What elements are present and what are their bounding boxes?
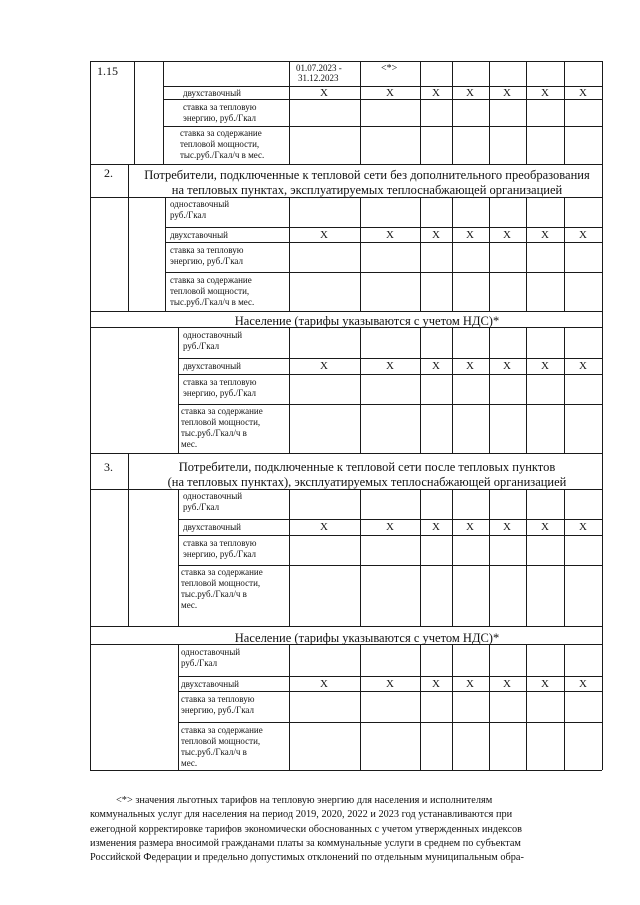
row-border [163, 99, 602, 100]
row-label: тыс.руб./Гкал/ч в [181, 589, 247, 599]
row-label: тепловой мощности, [170, 286, 250, 296]
row-label: тыс.руб./Гкал/ч в [181, 428, 247, 438]
value-cell-mark: X [579, 229, 587, 241]
row-label: руб./Гкал [170, 210, 207, 220]
row-label: одноставочный [181, 647, 241, 657]
row-label: ставка за тепловую [183, 102, 257, 112]
row-border [178, 535, 602, 536]
row-label: тепловой мощности, [180, 139, 260, 149]
row-number-2: 2. [104, 166, 113, 180]
value-cell-mark: X [386, 87, 394, 99]
row-border [90, 453, 602, 454]
value-cell-mark: X [541, 678, 549, 690]
footnote [90, 794, 602, 865]
column-border [526, 197, 527, 311]
row-label: тыс.руб./Гкал/ч в [181, 747, 247, 757]
row-label: ставка за содержание [181, 567, 263, 577]
value-cell-mark: X [579, 87, 587, 99]
column-border [452, 197, 453, 311]
row-label: энергию, руб./Гкал [183, 388, 257, 398]
population-title: Население (тарифы указываются с учетом НДС)* [234, 314, 500, 328]
column-border [564, 644, 565, 770]
value-cell-mark: X [466, 360, 474, 372]
column-border [289, 197, 290, 311]
row-label: тыс.руб./Гкал/ч в мес. [180, 150, 265, 160]
column-border [134, 61, 135, 164]
column-border [489, 61, 490, 164]
column-border [564, 197, 565, 311]
row-label: двухставочный [181, 679, 239, 689]
column-border [489, 489, 490, 626]
column-border [178, 327, 179, 453]
value-cell-mark: X [320, 678, 328, 690]
value-cell-mark: X [320, 87, 328, 99]
value-cell-mark: X [432, 229, 440, 241]
column-border [165, 197, 166, 311]
column-border [289, 327, 290, 453]
row-border [90, 770, 602, 771]
row-label: тыс.руб./Гкал/ч в мес. [170, 297, 255, 307]
column-border [564, 61, 565, 164]
column-border [360, 61, 361, 164]
row-border [178, 722, 602, 723]
section-title: (на тепловых пунктах), эксплуатируемых теплоснабжающей организацией [167, 475, 567, 489]
row-label: ставка за содержание [180, 128, 262, 138]
footnote-line: Российской Федерации и предельно допустимых отклонений по отдельным муниципальным обра- [90, 852, 524, 864]
column-border [602, 311, 603, 453]
column-border [526, 327, 527, 453]
column-border [360, 327, 361, 453]
column-border [289, 489, 290, 626]
row-label: ставка за содержание [181, 725, 263, 735]
row-label: двухставочный [183, 522, 241, 532]
column-border [452, 489, 453, 626]
row-border [178, 676, 602, 677]
column-border [90, 164, 91, 311]
value-cell-mark: X [503, 678, 511, 690]
column-border [360, 197, 361, 311]
footnote-ref: <*> [381, 63, 398, 74]
row-number-3: 3. [104, 460, 113, 474]
row-label: ставка за тепловую [183, 538, 257, 548]
row-border [90, 626, 602, 627]
row-label: ставка за тепловую [181, 694, 255, 704]
column-border [178, 644, 179, 770]
footnote-line: коммунальных услуг для населения на период 2019, 2020, 2022 и 2023 год устанавливаются при [90, 809, 513, 821]
column-border [90, 311, 91, 453]
column-border [420, 644, 421, 770]
section-title: Потребители, подключенные к тепловой сети после тепловых пунктов [178, 460, 556, 474]
row-label: тепловой мощности, [181, 417, 261, 427]
row-label: энергию, руб./Гкал [170, 256, 244, 266]
column-border [602, 626, 603, 770]
column-border [90, 453, 91, 626]
column-border [289, 644, 290, 770]
section-title: Потребители, подключенные к тепловой сети без дополнительного преобразования [144, 168, 590, 182]
value-cell-mark: X [466, 229, 474, 241]
value-cell-mark: X [541, 360, 549, 372]
value-cell-mark: X [541, 229, 549, 241]
value-cell-mark: X [466, 521, 474, 533]
row-border [165, 227, 602, 228]
row-label: тепловой мощности, [181, 578, 261, 588]
column-border [489, 644, 490, 770]
footnote-line: <*> значения льготных тарифов на тепловую энергию для населения и исполнителям [116, 795, 493, 806]
column-border [90, 626, 91, 770]
column-border [564, 489, 565, 626]
row-border [165, 272, 602, 273]
column-border [128, 164, 129, 311]
column-border [564, 327, 565, 453]
column-border [178, 489, 179, 626]
value-cell-mark: X [386, 360, 394, 372]
row-label: ставка за содержание [170, 275, 252, 285]
period-end: 31.12.2023 [298, 73, 339, 83]
column-border [360, 489, 361, 626]
value-cell-mark: X [579, 678, 587, 690]
row-number-1-15: 1.15 [97, 64, 118, 78]
value-cell-mark: X [432, 678, 440, 690]
row-label: мес. [181, 439, 198, 449]
row-label: мес. [181, 600, 198, 610]
row-border [178, 565, 602, 566]
column-border [420, 61, 421, 164]
column-border [360, 644, 361, 770]
column-border [452, 644, 453, 770]
value-cell-mark: X [432, 87, 440, 99]
column-border [602, 164, 603, 311]
row-label: двухставочный [170, 230, 228, 240]
value-cell-mark: X [503, 360, 511, 372]
value-cell-mark: X [432, 521, 440, 533]
row-label: одноставочный [170, 199, 230, 209]
column-border [526, 489, 527, 626]
row-label: энергию, руб./Гкал [183, 549, 257, 559]
row-border [178, 374, 602, 375]
row-label: одноставочный [183, 330, 243, 340]
row-border [178, 691, 602, 692]
row-label: ставка за тепловую [183, 377, 257, 387]
row-border [163, 126, 602, 127]
column-border [452, 61, 453, 164]
footnote-line: ежегодной корректировке тарифов экономически обоснованных с учетом утвержденных индексов [90, 823, 522, 835]
row-label: двухставочный [183, 361, 241, 371]
column-border [420, 489, 421, 626]
row-label: ставка за тепловую [170, 245, 244, 255]
value-cell-mark: X [541, 87, 549, 99]
row-label: руб./Гкал [181, 658, 218, 668]
value-cell-mark: X [579, 360, 587, 372]
value-cell-mark: X [320, 229, 328, 241]
value-cell-mark: X [541, 521, 549, 533]
value-cell-mark: X [386, 678, 394, 690]
row-label: энергию, руб./Гкал [181, 705, 255, 715]
column-border [420, 197, 421, 311]
section-title: на тепловых пунктах, эксплуатируемых теплоснабжающей организацией [171, 183, 563, 197]
column-border [526, 644, 527, 770]
row-border [90, 311, 602, 312]
column-border [526, 61, 527, 164]
population-title: Население (тарифы указываются с учетом НДС)* [234, 631, 500, 645]
column-border [420, 327, 421, 453]
row-label: руб./Гкал [183, 341, 220, 351]
row-label: тепловой мощности, [181, 736, 261, 746]
value-cell-mark: X [466, 87, 474, 99]
value-cell-mark: X [320, 521, 328, 533]
value-cell-mark: X [432, 360, 440, 372]
row-label: одноставочный [183, 491, 243, 501]
value-cell-mark: X [503, 229, 511, 241]
column-border [90, 61, 91, 164]
row-label: энергию, руб./Гкал [183, 113, 257, 123]
row-border [178, 358, 602, 359]
column-border [602, 61, 603, 164]
value-cell-mark: X [320, 360, 328, 372]
row-border [90, 164, 602, 165]
value-cell-mark: X [503, 87, 511, 99]
column-border [602, 453, 603, 626]
column-border [289, 61, 290, 164]
row-border [165, 242, 602, 243]
period-start: 01.07.2023 - [296, 63, 342, 73]
column-border [452, 327, 453, 453]
value-cell-mark: X [503, 521, 511, 533]
value-cell-mark: X [386, 229, 394, 241]
row-label: двухставочный [183, 88, 241, 98]
row-border [178, 519, 602, 520]
row-border [178, 404, 602, 405]
value-cell-mark: X [579, 521, 587, 533]
column-border [489, 327, 490, 453]
column-border [128, 453, 129, 626]
value-cell-mark: X [466, 678, 474, 690]
column-border [163, 61, 164, 164]
row-label: мес. [181, 758, 198, 768]
row-label: ставка за содержание [181, 406, 263, 416]
value-cell-mark: X [386, 521, 394, 533]
column-border [489, 197, 490, 311]
footnote-line: изменения размера вносимой гражданами платы за коммунальные услуги в среднем по субъектам [90, 837, 521, 849]
row-label: руб./Гкал [183, 502, 220, 512]
